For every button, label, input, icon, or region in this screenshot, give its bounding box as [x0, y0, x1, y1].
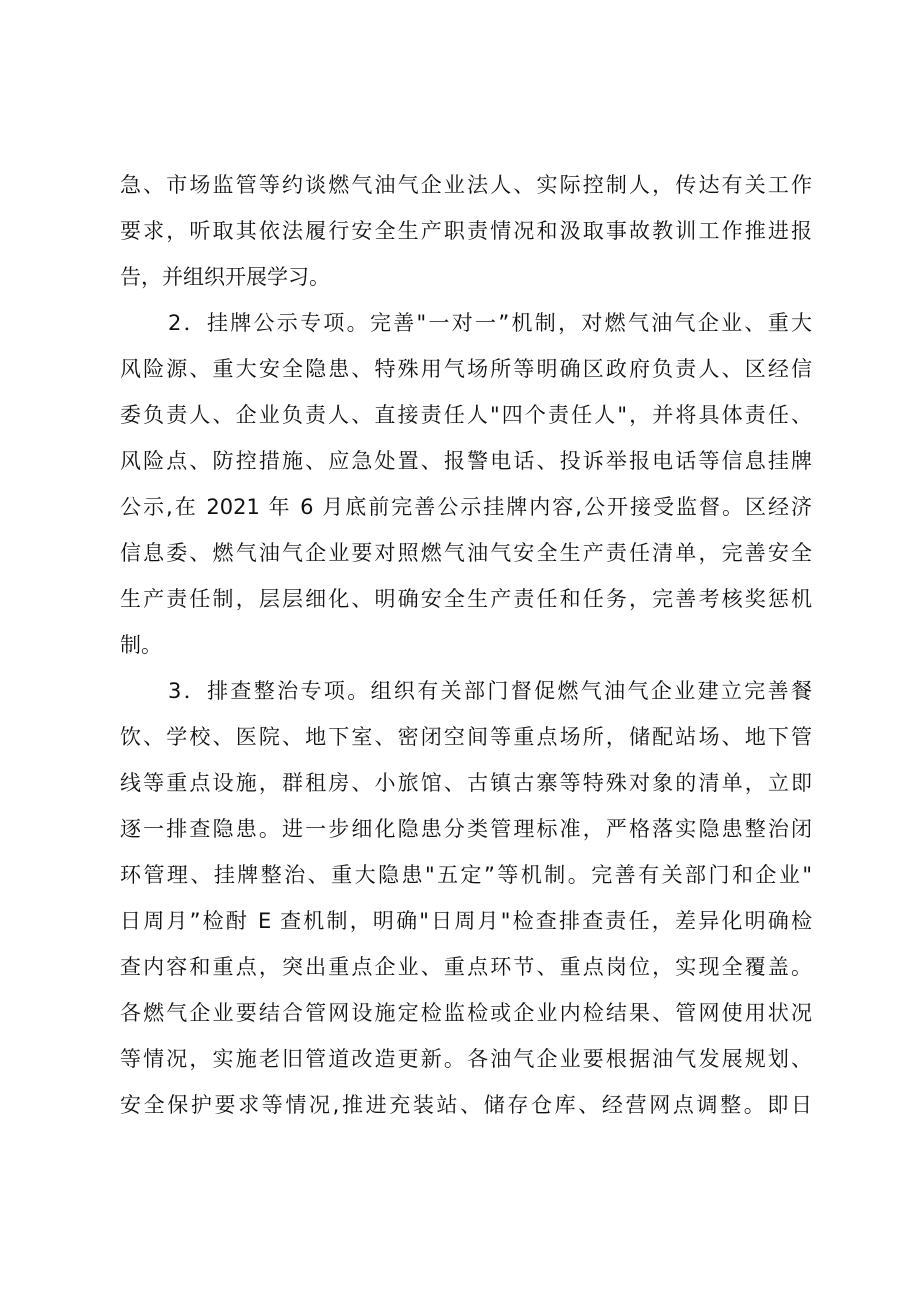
text-line: 逐一排查隐患。进一步细化隐患分类管理标准，严格落实隐患整治闭 — [120, 817, 812, 841]
text-line: 告，并组织开展学习。 — [120, 265, 330, 289]
text-line: 2．挂牌公示专项。完善"一对一”机制，对燃气油气企业、重大 — [168, 311, 812, 335]
text-line: 线等重点设施，群租房、小旅馆、古镇古寨等特殊对象的清单，立即 — [120, 771, 812, 795]
text-line: 环管理、挂牌整治、重大隐患"五定”等机制。完善有关部门和企业" — [120, 863, 812, 887]
text-line: 风险源、重大安全隐患、特殊用气场所等明确区政府负责人、区经信 — [120, 357, 812, 381]
text-line: 饮、学校、医院、地下室、密闭空间等重点场所，储配站场、地下管 — [120, 725, 812, 749]
text-line: 公示,在 2021 年 6 月底前完善公示挂牌内容,公开接受监督。区经济 — [120, 495, 812, 519]
text-line: 生产责任制，层层细化、明确安全生产责任和任务，完善考核奖惩机 — [120, 587, 812, 611]
text-line: 信息委、燃气油气企业要对照燃气油气安全生产责任清单，完善安全 — [120, 541, 812, 565]
text-line: 委负责人、企业负责人、直接责任人"四个责任人"，并将具体责任、 — [120, 403, 812, 427]
text-line: 制。 — [120, 633, 162, 657]
text-line: 日周月”检酎 E 查机制，明确"日周月"检查排查责任，差异化明确检 — [120, 909, 812, 933]
text-line: 要求，听取其依法履行安全生产职责情况和汲取事故教训工作推进报 — [120, 219, 812, 243]
text-line: 查内容和重点，突出重点企业、重点环节、重点岗位，实现全覆盖。 — [120, 955, 812, 979]
text-line: 风险点、防控措施、应急处置、报警电话、投诉举报电话等信息挂牌 — [120, 449, 812, 473]
text-line: 安全保护要求等情况,推进充装站、储存仓库、经营网点调整。即日 — [120, 1093, 812, 1117]
text-line: 急、市场监管等约谈燃气油气企业法人、实际控制人，传达有关工作 — [120, 173, 812, 197]
text-line: 等情况，实施老旧管道改造更新。各油气企业要根据油气发展规划、 — [120, 1047, 812, 1071]
text-line: 各燃气企业要结合管网设施定检监检或企业内检结果、管网使用状况 — [120, 1001, 812, 1025]
text-line: 3．排查整治专项。组织有关部门督促燃气油气企业建立完善餐 — [168, 679, 812, 703]
document-body — [120, 162, 812, 1128]
